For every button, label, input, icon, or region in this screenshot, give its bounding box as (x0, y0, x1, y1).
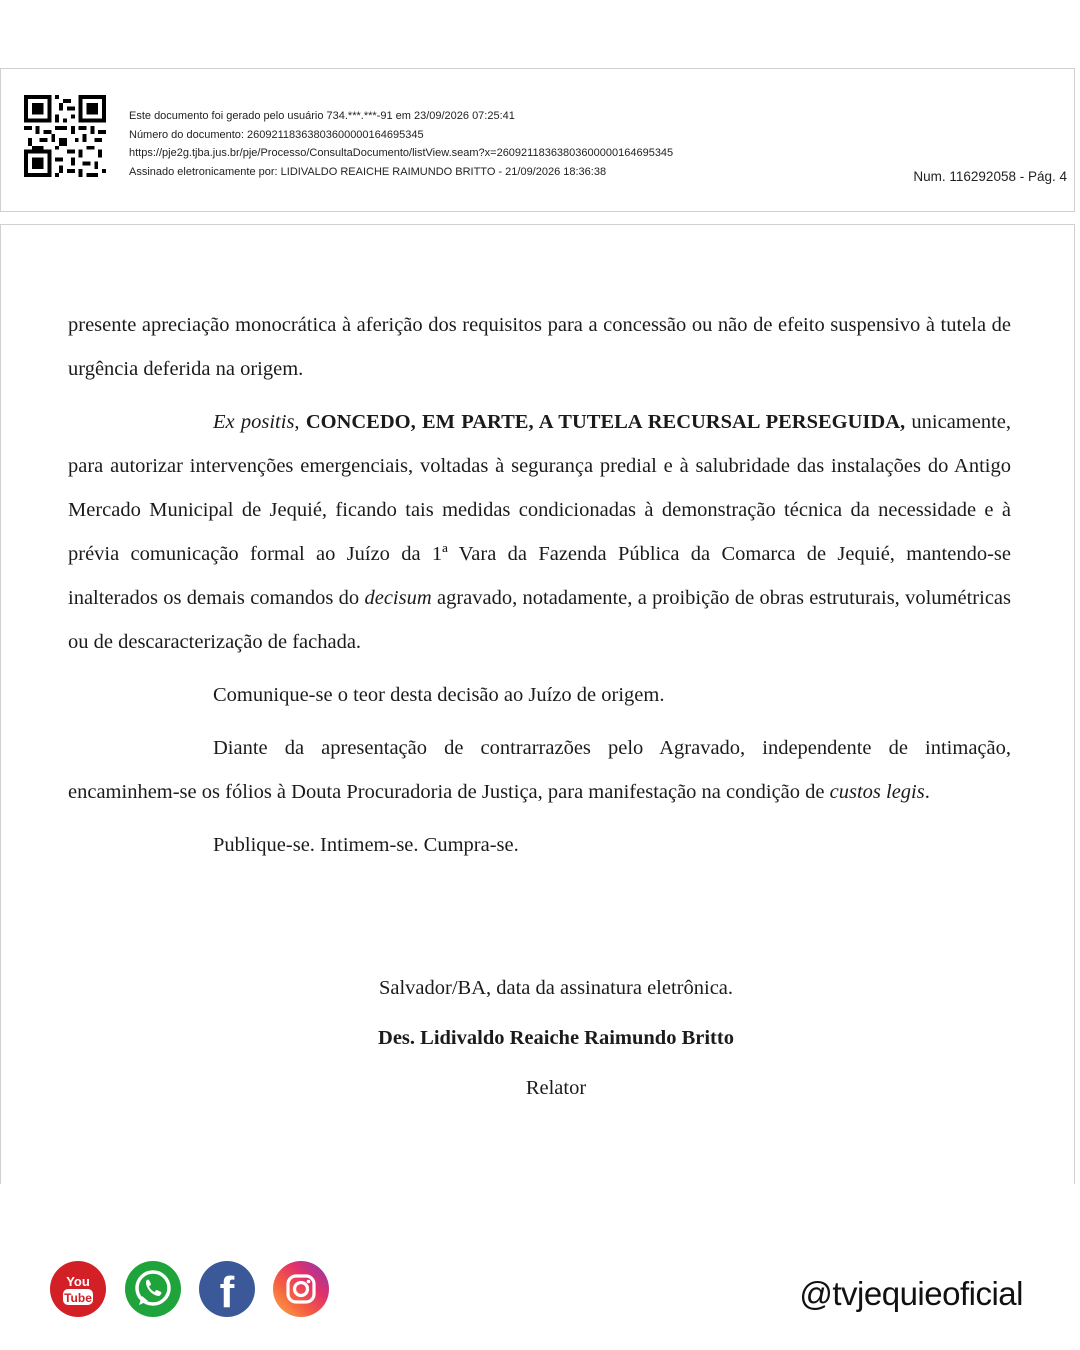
paragraph-4: Diante da apresentação de contrarrazões pelo Agravado, independente de intimação, encaminhem-se os fólios à Douta Procuradoria de Justiça, para manifestação na condição de custos legis. (68, 737, 1011, 803)
judge-role: Relator (525, 1077, 587, 1099)
paragraph-1: presente apreciação monocrática à aferição dos requisitos para a concessão ou não de efeito suspensivo à tutela de urgência deferida na origem. (68, 314, 1011, 380)
svg-text:f: f (219, 1268, 235, 1317)
generated-by-text: Este documento foi gerado pelo usuário 734.***.***-91 em 23/09/2026 07:25:41 (129, 110, 515, 122)
facebook-icon[interactable] (199, 1261, 255, 1317)
judge-name: Des. Lidivaldo Reaiche Raimundo Britto (378, 1027, 734, 1049)
page-reference: Num. 116292058 - Pág. 4 (913, 169, 1067, 184)
instagram-icon[interactable] (273, 1261, 329, 1317)
document-page (0, 224, 1075, 1184)
social-handle: @tvjequieoficial (799, 1275, 1023, 1312)
paragraph-2: Ex positis, CONCEDO, EM PARTE, A TUTELA RECURSAL PERSEGUIDA, unicamente, para autorizar intervenções emergenciais, voltadas à segurança predial e à salubridade das instalações do Antigo Mercado Municipal de Jequié, ficando tais medidas condicionadas à demonstração técnica da necessidade e à prévia comunicação formal ao Juízo da 1ª Vara da Fazenda Pública da Comarca de Jequié, mantendo-se inalterados os demais comandos do decisum agravado, notadamente, a proibição de obras estruturais, volumétricas ou de descaracterização de fachada. (68, 411, 1012, 653)
document-url-link[interactable]: https://pje2g.tjba.jus.br/pje/Processo/ConsultaDocumento/listView.seam?x=26092118363803600000164695345 (129, 147, 674, 159)
signed-by-text: Assinado eletronicamente por: LIDIVALDO REAICHE RAIMUNDO BRITTO - 21/09/2026 18:36:38 (129, 165, 607, 178)
document-metadata (129, 107, 673, 181)
svg-text:Tube: Tube (64, 1291, 92, 1305)
document-body (68, 303, 1011, 876)
youtube-icon[interactable] (50, 1261, 106, 1317)
document-header (0, 68, 1075, 212)
latin-phrase: Ex positis (213, 411, 295, 433)
qr-code (24, 95, 106, 177)
whatsapp-icon[interactable] (125, 1261, 181, 1317)
paragraph-5: Publique-se. Intimem-se. Cumpra-se. (213, 834, 519, 856)
decision-statement: CONCEDO, EM PARTE, A TUTELA RECURSAL PERSEGUIDA, (305, 411, 906, 433)
svg-text:You: You (66, 1274, 90, 1289)
place-date: Salvador/BA, data da assinatura eletrônica. (378, 977, 734, 999)
paragraph-3: Comunique-se o teor desta decisão ao Juízo de origem. (213, 684, 665, 706)
signature-block (1, 963, 1080, 1113)
document-number-text: Número do documento: 26092118363803600000164695345 (129, 128, 424, 141)
